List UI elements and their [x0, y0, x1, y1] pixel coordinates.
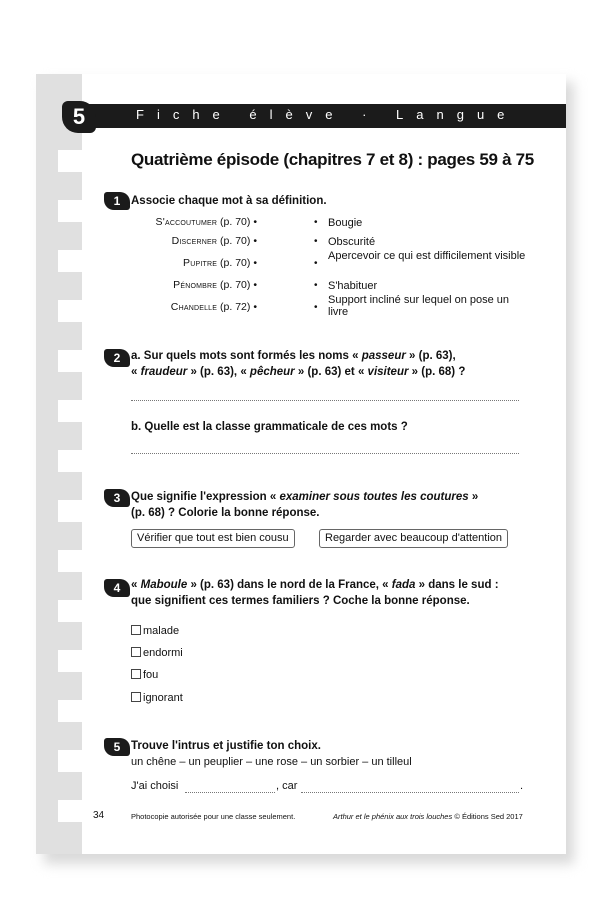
match-definition[interactable]: Obscurité [328, 236, 376, 248]
exercise-5-number: 5 [104, 738, 130, 756]
page-spine [36, 74, 82, 854]
match-word[interactable]: S'accoutumer (p. 70) • [155, 216, 257, 228]
answer-choice-1[interactable]: Vérifier que tout est bien cousu [131, 529, 295, 548]
match-definition[interactable]: Bougie [328, 217, 363, 229]
exercise-3-number: 3 [104, 489, 130, 507]
exercise-3-question: Que signifie l'expression « examiner sous toutes les coutures » (p. 68) ? Colorie la bonne réponse. [131, 491, 479, 519]
header-label: Fiche élève · Langue [136, 107, 518, 122]
page-title: Quatrième épisode (chapitres 7 et 8) : pages 59 à 75 [131, 150, 534, 169]
exercise-4-question: « Maboule » (p. 63) dans le nord de la France, « fada » dans le sud : que signifient ces termes familiers ? Coche la bonne réponse. [131, 579, 499, 607]
exercise-2-question-a: a. Sur quels mots sont formés les noms « passeur » (p. 63), « fraudeur » (p. 63), « pêcheur » (p. 63) et « visiteur » (p. 68) ? [131, 350, 466, 378]
worksheet-page: Fiche élève · Langue 5 Quatrième épisode (chapitres 7 et 8) : pages 59 à 75 1 Associe chaque mot à sa définition. S'accoutumer (p. 70) • Discerner (p. 70) • Pupitre (p. 70) • Pénombre (p. 70) • Chandelle (p. 72) • • Bougie • Obscurité • Apercevoir ce qui est difficilement visible • S'habituer • Support incliné sur lequel on pose un livre 2 a. Sur quels mots sont formés les noms « passeur » (p. 63), « fraudeur » (p. 63), « pêcheur » (p. 63) et « visiteur » (p. 68) ? b. Quelle est la classe grammaticale de ces mots ? 3 Que signifie l'expression « examiner sous toutes les coutures » (p. 68) ? Colorie la bonne réponse. Vérifier que tout est bien cousu Regarder avec beaucoup d'attention 4 « Maboule » (p. 63) dans le nord de la France, « fada » dans le sud : que signifient ces termes familiers ? Coche la bonne réponse. malade endormi fou ignorant 5 Trouve l'intrus et justifie ton choix. un chêne – un peuplier – une rose – un sorbier – un tilleul J'ai choisi , car . 34 Photocopie autorisée pour une classe seulement. Arthur et le phénix aux trois louches © Éditions Sed 2017 [36, 74, 566, 854]
answer-line-2b[interactable] [131, 453, 519, 454]
footer-credit: Arthur et le phénix aux trois louches © Éditions Sed 2017 [333, 812, 523, 821]
exercise-2-question-b: b. Quelle est la classe grammaticale de ces mots ? [131, 421, 408, 433]
exercise-2-number: 2 [104, 349, 130, 367]
checkbox-option[interactable]: malade [131, 625, 179, 637]
answer-line-choice[interactable] [185, 792, 275, 793]
match-definition[interactable]: S'habituer [328, 280, 378, 292]
checkbox-option[interactable]: ignorant [131, 692, 183, 704]
checkbox-icon [131, 692, 141, 702]
exercise-5-word-list: un chêne – un peuplier – une rose – un sorbier – un tilleul [131, 756, 412, 768]
match-word[interactable]: Pénombre (p. 70) • [173, 279, 257, 291]
answer-choice-2[interactable]: Regarder avec beaucoup d'attention [319, 529, 508, 548]
page-number: 34 [93, 810, 105, 821]
exercise-5-choice-label: J'ai choisi [131, 780, 179, 792]
answer-line-reason[interactable] [301, 792, 519, 793]
checkbox-option[interactable]: fou [131, 669, 158, 681]
match-word[interactable]: Discerner (p. 70) • [171, 235, 257, 247]
checkbox-icon [131, 647, 141, 657]
checkbox-option[interactable]: endormi [131, 647, 183, 659]
match-word[interactable]: Chandelle (p. 72) • [170, 301, 257, 313]
sheet-number-badge: 5 [62, 101, 96, 133]
checkbox-icon [131, 669, 141, 679]
exercise-1-number: 1 [104, 192, 130, 210]
exercise-5-because-label: , car [276, 780, 298, 792]
checkbox-icon [131, 625, 141, 635]
footer-note: Photocopie autorisée pour une classe seulement. [131, 812, 296, 821]
answer-line-2a[interactable] [131, 400, 519, 401]
exercise-4-number: 4 [104, 579, 130, 597]
match-definition[interactable]: Apercevoir ce qui est difficilement visible [328, 250, 526, 262]
exercise-1-instruction: Associe chaque mot à sa définition. [131, 195, 327, 207]
exercise-5-instruction: Trouve l'intrus et justifie ton choix. [131, 740, 321, 752]
match-definition[interactable]: Support incliné sur lequel on pose un livre [328, 294, 510, 318]
match-word[interactable]: Pupitre (p. 70) • [183, 257, 257, 269]
